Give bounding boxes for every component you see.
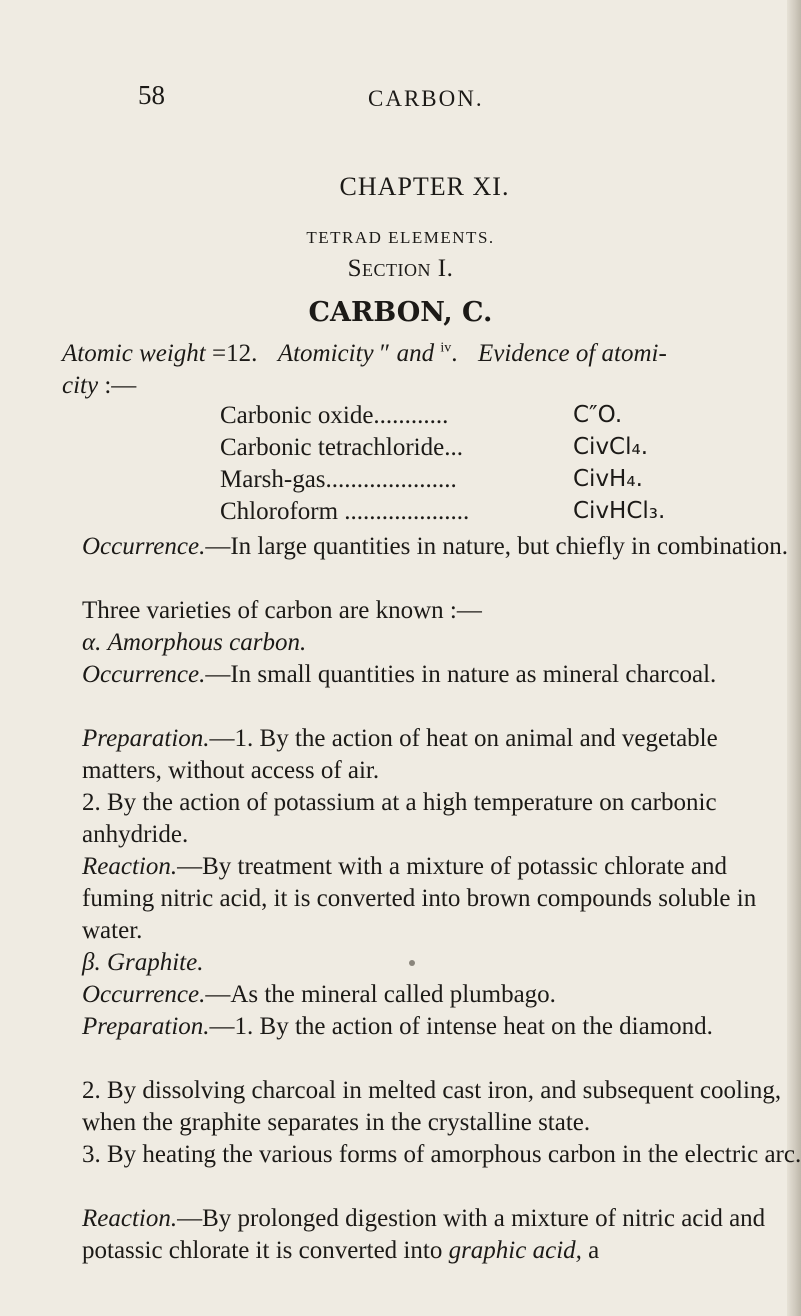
graphic-acid-term: graphic acid, — [448, 1237, 582, 1264]
heading-graphite: β. Graphite. — [82, 949, 204, 976]
paragraph-amorphous-reaction — [62, 851, 801, 947]
section-heading: Section I. — [347, 255, 454, 282]
reaction-label: Reaction. — [82, 1205, 178, 1232]
occurrence-text: —In large quantities in nature, but chiefly in combination. — [205, 533, 789, 560]
compound-formula: C″O. — [573, 402, 623, 428]
atomic-weight-label: Atomic weight — [62, 340, 206, 367]
paragraph-occurrence — [62, 531, 801, 563]
atomic-weight-value: =12. — [211, 340, 258, 367]
paragraph-preparation-2: 2. By the action of potassium at a high temperature on carbonic anhydride. — [82, 789, 717, 848]
running-title: CARBON. — [368, 86, 484, 111]
reaction-text: —By treatment with a mixture of potassic chlorate and fuming nitric acid, it is converted into brown compounds soluble in water. — [82, 853, 757, 944]
occurrence-label: Occurrence. — [82, 661, 206, 688]
compound-name: Carbonic oxide............ — [220, 402, 449, 429]
preparation-text: —1. By the action of heat on animal and vegetable matters, without access of air. — [82, 725, 718, 784]
reaction-text: —By prolonged digestion with a mixture of nitric acid and potassic chlorate it is converted into — [82, 1205, 766, 1264]
page-number: 58 — [138, 80, 165, 110]
compound-name: Marsh-gas..................... — [220, 466, 457, 493]
and-word: and — [396, 340, 435, 367]
atomicity-ii: ″ — [379, 340, 391, 367]
preparation-label: Preparation. — [82, 1013, 210, 1040]
preparation-text: —1. By the action of intense heat on the diamond. — [209, 1013, 713, 1040]
paragraph-graphite-preparation-3: 3. By heating the various forms of amorphous carbon in the electric arc. — [82, 1141, 801, 1168]
paragraph-graphite-occurrence — [62, 979, 801, 1011]
chapter-heading: CHAPTER XI. — [339, 172, 510, 201]
occurrence-label: Occurrence. — [82, 981, 206, 1008]
compound-formula: CivCl₄. — [573, 434, 649, 460]
occurrence-text: —As the mineral called plumbago. — [205, 981, 556, 1008]
evidence-label: Evidence of atomi- — [477, 340, 667, 367]
evidence-continued — [62, 372, 136, 400]
heading-amorphous-carbon: α. Amorphous carbon. — [82, 629, 307, 656]
compound-name: Chloroform .................... — [220, 498, 470, 525]
compound-formula: CivH₄. — [573, 466, 643, 492]
paragraph-graphite-reaction — [62, 1203, 801, 1267]
reaction-label: Reaction. — [82, 853, 178, 880]
paragraph-amorphous-occurrence — [62, 659, 801, 691]
preparation-label: Preparation. — [82, 725, 210, 752]
occurrence-label: Occurrence. — [82, 533, 206, 560]
paragraph-amorphous-preparation — [62, 723, 801, 787]
paragraph-graphite-preparation-2: 2. By dissolving charcoal in melted cast iron, and subsequent cooling, when the graphite separates in the crystalline state. — [82, 1077, 782, 1136]
evidence-cont: city — [62, 372, 99, 399]
paragraph-varieties: Three varieties of carbon are known :— — [82, 597, 482, 624]
chapter-subtitle: TETRAD ELEMENTS. — [306, 228, 495, 247]
evidence-tail: :— — [98, 372, 137, 399]
ink-speck — [409, 960, 415, 966]
atomicity-label: Atomicity — [277, 340, 374, 367]
atomic-weight-line: Atomic weight =12. Atomicity ″ and $^{iv}$. Evidence of atomi- — [62, 340, 667, 367]
compound-name: Carbonic tetrachloride... — [220, 434, 463, 461]
reaction-tail: a — [581, 1237, 600, 1264]
compound-formula: CivHCl₃. — [573, 498, 666, 524]
paragraph-graphite-preparation — [62, 1011, 801, 1043]
atomicity-iv: iv — [440, 340, 452, 356]
element-title: CARBON, C. — [308, 297, 493, 328]
occurrence-text: —In small quantities in nature as mineral charcoal. — [205, 661, 717, 688]
